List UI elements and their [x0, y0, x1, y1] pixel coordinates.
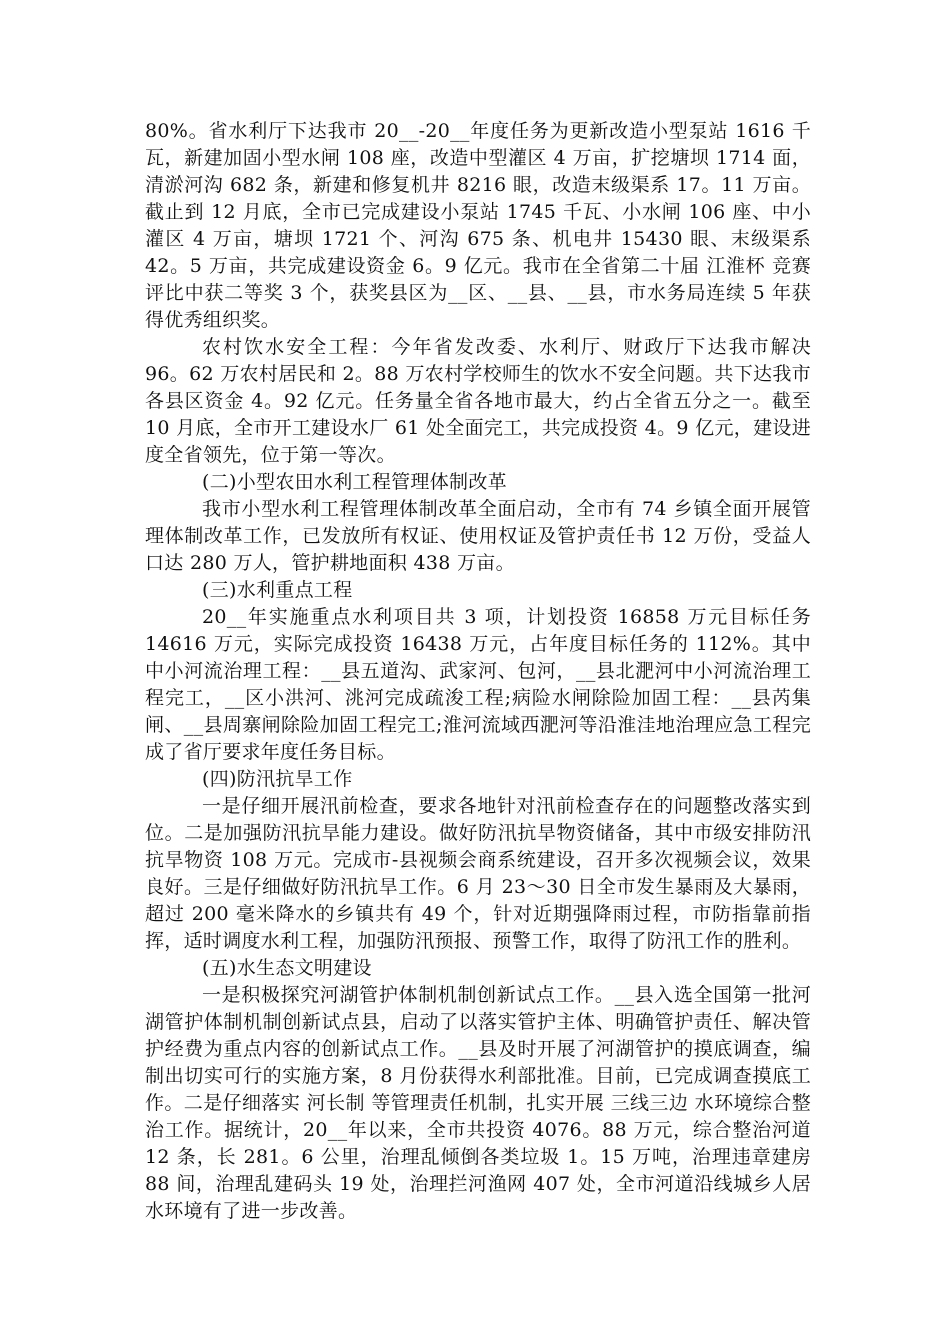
paragraph-water-ecology: 一是积极探究河湖管护体制机制创新试点工作。__县入选全国第一批河湖管护体制机制创新试点县，启动了以落实管护主体、明确管护责任、解决管护经费为重点内容的创新试点工作。__县及时开展了河湖管护的摸底调查，编制出切实可行的实施方案，8 月份获得水利部批准。目前，已完成调查摸底工作。二是仔细落实 河长制 等管理责任机制，扎实开展 三线三边 水环境综合整治工作。据统计，20__年以来，全市共投资 4076。88 万元，综合整治河道 12 条，长 281。6 公里，治理乱倾倒各类垃圾 1。15 万吨，治理违章建房 88 间，治理乱建码头 19 处，治理拦河渔网 407 处，全市河道沿线城乡人居水环境有了进一步改善。: [145, 984, 811, 1222]
section-heading-key-projects: (三)水利重点工程: [202, 579, 353, 601]
paragraph-management-reform: 我市小型水利工程管理体制改革全面启动，全市有 74 乡镇全面开展管理体制改革工作，已发放所有权证、使用权证及管护责任书 12 万份，受益人口达 280 万人，管护耕地面积 438 万亩。: [145, 498, 811, 574]
paragraph-irrigation-tasks: 80%。省水利厅下达我市 20__-20__年度任务为更新改造小型泵站 1616 千瓦，新建加固小型水闸 108 座，改造中型灌区 4 万亩，扩挖塘坝 1714 面，清淤河沟 682 条，新建和修复机井 8216 眼，改造末级渠系 17。11 万亩。截止到 12 月底，全市已完成建设小泵站 1745 千瓦、小水闸 106 座、中小灌区 4 万亩，塘坝 1721 个、河沟 675 条、机电井 15430 眼、末级渠系 42。5 万亩，共完成建设资金 6。9 亿元。我市在全省第二十届 江淮杯 竞赛评比中获二等奖 3 个，获奖县区为__区、__县、__县，市水务局连续 5 年获得优秀组织奖。: [145, 120, 811, 331]
paragraph-rural-drinking-water: 农村饮水安全工程：今年省发改委、水利厅、财政厅下达我市解决 96。62 万农村居民和 2。88 万农村学校师生的饮水不安全问题。共下达我市各县区资金 4。92 亿元。任务量全省各地市最大，约占全省五分之一。截至 10 月底，全市开工建设水厂 61 处全面完工，共完成投资 4。9 亿元，建设进度全省领先，位于第一等次。: [145, 336, 811, 466]
section-heading-management-reform: (二)小型农田水利工程管理体制改革: [202, 471, 507, 493]
document-page: [145, 118, 811, 1225]
paragraph-key-projects: 20__年实施重点水利项目共 3 项，计划投资 16858 万元目标任务 14616 万元，实际完成投资 16438 万元，占年度目标任务的 112%。其中中小河流治理工程：__县五道沟、武家河、包河，__县北淝河中小河流治理工程完工，__区小洪河、洮河完成疏浚工程;病险水闸除险加固工程：__县芮集闸、__县周寨闸除险加固工程完工;淮河流域西淝河等沿淮洼地治理应急工程完成了省厅要求年度任务目标。: [145, 606, 811, 763]
section-heading-flood-drought: (四)防汛抗旱工作: [202, 768, 353, 790]
paragraph-flood-drought: 一是仔细开展汛前检查，要求各地针对汛前检查存在的问题整改落实到位。二是加强防汛抗旱能力建设。做好防汛抗旱物资储备，其中市级安排防汛抗旱物资 108 万元。完成市-县视频会商系统建设，召开多次视频会议，效果良好。三是仔细做好防汛抗旱工作。6 月 23～30 日全市发生暴雨及大暴雨，超过 200 毫米降水的乡镇共有 49 个，针对近期强降雨过程，市防指靠前指挥，适时调度水利工程，加强防汛预报、预警工作，取得了防汛工作的胜利。: [145, 795, 811, 952]
section-heading-water-ecology: (五)水生态文明建设: [202, 957, 372, 979]
